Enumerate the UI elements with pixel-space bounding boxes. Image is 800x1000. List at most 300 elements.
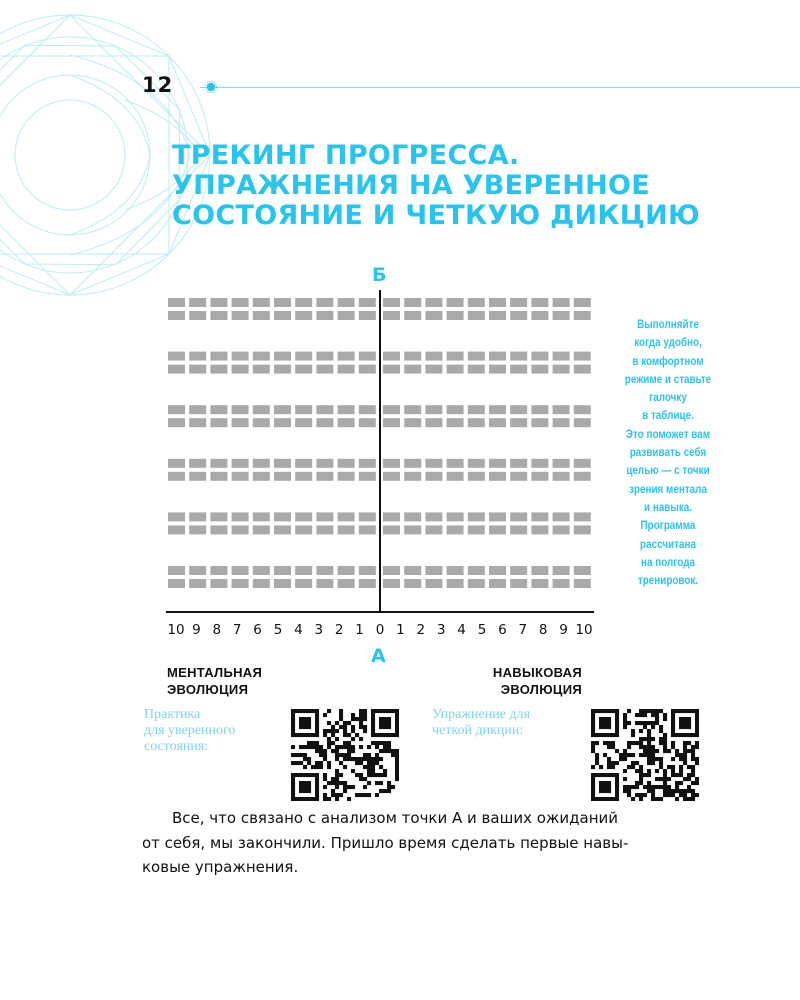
axis-tick-label: 4 — [457, 622, 466, 638]
grid-checkbox-cell[interactable] — [295, 579, 312, 588]
axis-tick-label: 5 — [477, 622, 487, 638]
grid-checkbox-cell[interactable] — [359, 352, 376, 361]
grid-checkbox-cell[interactable] — [338, 512, 355, 521]
grid-checkbox-cell[interactable] — [447, 579, 464, 588]
grid-checkbox-cell[interactable] — [189, 298, 206, 307]
grid-checkbox-cell[interactable] — [468, 298, 485, 307]
grid-checkbox-cell[interactable] — [295, 418, 312, 427]
grid-checkbox-cell[interactable] — [425, 459, 442, 468]
grid-checkbox-cell[interactable] — [531, 512, 548, 521]
grid-checkbox-cell[interactable] — [210, 298, 227, 307]
grid-checkbox-cell[interactable] — [338, 525, 355, 534]
side-note-line: Выполняйте — [637, 319, 699, 331]
header-dot-icon — [205, 81, 217, 93]
grid-checkbox-cell[interactable] — [489, 311, 506, 320]
grid-checkbox-cell[interactable] — [468, 459, 485, 468]
side-note-line: галочку — [649, 392, 687, 405]
grid-checkbox-cell[interactable] — [359, 365, 376, 374]
confidence-note-line-1: Практика — [144, 707, 201, 722]
grid-checkbox-cell[interactable] — [189, 579, 206, 588]
grid-checkbox-cell[interactable] — [531, 298, 548, 307]
grid-checkbox-cell[interactable] — [232, 418, 249, 427]
grid-checkbox-cell[interactable] — [468, 566, 485, 575]
skill-caption-line-1: НАВЫКОВАЯ — [492, 665, 582, 680]
grid-checkbox-cell[interactable] — [253, 525, 270, 534]
grid-checkbox-cell[interactable] — [359, 311, 376, 320]
grid-checkbox-cell[interactable] — [316, 525, 333, 534]
axis-tick-label: 0 — [375, 622, 385, 638]
grid-checkbox-cell[interactable] — [404, 579, 421, 588]
grid-checkbox-cell[interactable] — [489, 525, 506, 534]
axis-tick-label: 6 — [253, 622, 262, 638]
grid-checkbox-cell[interactable] — [359, 512, 376, 521]
title-line-3: СОСТОЯНИЕ И ЧЕТКУЮ ДИКЦИЮ — [172, 200, 700, 231]
grid-checkbox-cell[interactable] — [338, 472, 355, 481]
grid-checkbox-cell[interactable] — [359, 418, 376, 427]
grid-checkbox-cell[interactable] — [274, 566, 291, 575]
grid-checkbox-cell[interactable] — [253, 298, 270, 307]
grid-checkbox-cell[interactable] — [274, 525, 291, 534]
grid-checkbox-cell[interactable] — [447, 365, 464, 374]
axis-tick-label: 10 — [167, 622, 185, 638]
grid-checkbox-cell[interactable] — [295, 525, 312, 534]
grid-checkbox-cell[interactable] — [510, 418, 527, 427]
grid-checkbox-cell[interactable] — [338, 311, 355, 320]
grid-checkbox-cell[interactable] — [404, 311, 421, 320]
grid-checkbox-cell[interactable] — [404, 418, 421, 427]
grid-checkbox-cell[interactable] — [232, 566, 249, 575]
grid-checkbox-cell[interactable] — [253, 365, 270, 374]
grid-checkbox-cell[interactable] — [338, 459, 355, 468]
grid-checkbox-cell[interactable] — [553, 472, 570, 481]
grid-checkbox-cell[interactable] — [210, 525, 227, 534]
grid-checkbox-cell[interactable] — [489, 418, 506, 427]
grid-checkbox-cell[interactable] — [468, 311, 485, 320]
grid-checkbox-cell[interactable] — [574, 525, 591, 534]
grid-checkbox-cell[interactable] — [359, 459, 376, 468]
grid-checkbox-cell[interactable] — [383, 298, 400, 307]
grid-checkbox-cell[interactable] — [404, 298, 421, 307]
grid-checkbox-cell[interactable] — [359, 525, 376, 534]
header-rule — [200, 87, 800, 88]
grid-checkbox-cell[interactable] — [274, 405, 291, 414]
side-note-line: целью — с точки — [626, 465, 710, 478]
grid-checkbox-cell[interactable] — [383, 311, 400, 320]
grid-checkbox-cell[interactable] — [531, 459, 548, 468]
grid-checkbox-cell[interactable] — [531, 405, 548, 414]
grid-checkbox-cell[interactable] — [425, 365, 442, 374]
grid-checkbox-cell[interactable] — [447, 472, 464, 481]
axis-tick-label: 3 — [314, 622, 324, 638]
grid-checkbox-cell[interactable] — [168, 298, 185, 307]
grid-checkbox-cell[interactable] — [253, 472, 270, 481]
grid-checkbox-cell[interactable] — [383, 566, 400, 575]
grid-checkbox-cell[interactable] — [274, 298, 291, 307]
grid-checkbox-cell[interactable] — [574, 566, 591, 575]
grid-checkbox-cell[interactable] — [338, 298, 355, 307]
grid-checkbox-cell[interactable] — [210, 566, 227, 575]
grid-checkbox-cell[interactable] — [489, 405, 506, 414]
grid-checkbox-cell[interactable] — [510, 311, 527, 320]
grid-checkbox-cell[interactable] — [383, 459, 400, 468]
grid-checkbox-cell[interactable] — [510, 405, 527, 414]
axis-tick-label: 8 — [538, 622, 548, 638]
grid-checkbox-cell[interactable] — [168, 579, 185, 588]
grid-checkbox-cell[interactable] — [189, 405, 206, 414]
grid-checkbox-cell[interactable] — [531, 579, 548, 588]
side-note-line: развивать себя — [629, 447, 707, 460]
grid-checkbox-cell[interactable] — [510, 459, 527, 468]
skill-evolution-caption — [442, 664, 582, 698]
grid-checkbox-cell[interactable] — [168, 525, 185, 534]
grid-checkbox-cell[interactable] — [316, 298, 333, 307]
grid-checkbox-cell[interactable] — [316, 311, 333, 320]
side-note-line: на полгода — [641, 556, 695, 569]
grid-checkbox-cell[interactable] — [574, 311, 591, 320]
grid-checkbox-cell[interactable] — [383, 405, 400, 414]
grid-checkbox-cell[interactable] — [295, 512, 312, 521]
grid-checkbox-cell[interactable] — [338, 579, 355, 588]
grid-checkbox-cell[interactable] — [425, 525, 442, 534]
grid-checkbox-cell[interactable] — [232, 525, 249, 534]
grid-checkbox-cell[interactable] — [189, 311, 206, 320]
grid-checkbox-cell[interactable] — [404, 405, 421, 414]
grid-checkbox-cell[interactable] — [510, 365, 527, 374]
grid-checkbox-cell[interactable] — [316, 512, 333, 521]
grid-checkbox-cell[interactable] — [383, 472, 400, 481]
grid-checkbox-cell[interactable] — [383, 579, 400, 588]
grid-checkbox-cell[interactable] — [274, 365, 291, 374]
grid-checkbox-cell[interactable] — [531, 472, 548, 481]
grid-checkbox-cell[interactable] — [510, 352, 527, 361]
grid-checkbox-cell[interactable] — [359, 472, 376, 481]
grid-checkbox-cell[interactable] — [359, 405, 376, 414]
grid-checkbox-cell[interactable] — [383, 418, 400, 427]
grid-checkbox-cell[interactable] — [425, 579, 442, 588]
grid-checkbox-cell[interactable] — [553, 566, 570, 575]
page-number: 12 — [142, 73, 174, 97]
grid-checkbox-cell[interactable] — [531, 566, 548, 575]
grid-checkbox-cell[interactable] — [404, 352, 421, 361]
grid-checkbox-cell[interactable] — [489, 365, 506, 374]
grid-checkbox-cell[interactable] — [189, 566, 206, 575]
grid-checkbox-cell[interactable] — [232, 298, 249, 307]
grid-checkbox-cell[interactable] — [553, 512, 570, 521]
grid-checkbox-cell[interactable] — [553, 365, 570, 374]
grid-checkbox-cell[interactable] — [295, 352, 312, 361]
grid-checkbox-cell[interactable] — [189, 512, 206, 521]
grid-checkbox-cell[interactable] — [168, 459, 185, 468]
grid-checkbox-cell[interactable] — [210, 459, 227, 468]
grid-checkbox-cell[interactable] — [316, 566, 333, 575]
grid-checkbox-cell[interactable] — [574, 472, 591, 481]
grid-checkbox-cell[interactable] — [316, 472, 333, 481]
side-note-line: Программа — [640, 520, 696, 533]
grid-checkbox-cell[interactable] — [574, 405, 591, 414]
body-line-2: от себя, мы закончили. Пришло время сделать первые навы- — [142, 833, 629, 852]
grid-checkbox-cell[interactable] — [210, 579, 227, 588]
grid-checkbox-cell[interactable] — [232, 472, 249, 481]
mental-caption-line-1: МЕНТАЛЬНАЯ — [167, 665, 263, 680]
grid-checkbox-cell[interactable] — [468, 365, 485, 374]
grid-checkbox-cell[interactable] — [383, 525, 400, 534]
side-note-line: зрения ментала — [629, 483, 707, 496]
grid-checkbox-cell[interactable] — [274, 472, 291, 481]
grid-checkbox-cell[interactable] — [489, 298, 506, 307]
grid-checkbox-cell[interactable] — [189, 525, 206, 534]
diction-exercise-note — [432, 707, 530, 739]
grid-checkbox-cell[interactable] — [189, 418, 206, 427]
grid-checkbox-cell[interactable] — [295, 365, 312, 374]
grid-checkbox-cell[interactable] — [489, 579, 506, 588]
grid-checkbox-cell[interactable] — [274, 352, 291, 361]
axis-tick-labels — [160, 622, 600, 640]
grid-checkbox-cell[interactable] — [295, 405, 312, 414]
grid-checkbox-cell[interactable] — [510, 566, 527, 575]
grid-checkbox-cell[interactable] — [425, 566, 442, 575]
grid-checkbox-cell[interactable] — [253, 566, 270, 575]
skill-caption-line-2: ЭВОЛЮЦИЯ — [500, 682, 582, 697]
axis-tick-label: 6 — [498, 622, 507, 638]
grid-checkbox-cell[interactable] — [316, 579, 333, 588]
grid-checkbox-cell[interactable] — [359, 579, 376, 588]
page-title — [172, 141, 772, 231]
grid-checkbox-cell[interactable] — [253, 311, 270, 320]
axis-label-a: А — [371, 645, 386, 667]
grid-checkbox-cell[interactable] — [404, 525, 421, 534]
confidence-note-line-3: состояния: — [144, 739, 209, 754]
grid-checkbox-cell[interactable] — [316, 418, 333, 427]
body-line-3: ковые упражнения. — [142, 858, 299, 877]
grid-checkbox-cell[interactable] — [574, 352, 591, 361]
grid-checkbox-cell[interactable] — [468, 579, 485, 588]
grid-checkbox-cell[interactable] — [359, 566, 376, 575]
grid-checkbox-cell[interactable] — [574, 579, 591, 588]
grid-checkbox-cell[interactable] — [168, 311, 185, 320]
grid-checkbox-cell[interactable] — [168, 512, 185, 521]
grid-checkbox-cell[interactable] — [316, 365, 333, 374]
grid-checkbox-cell[interactable] — [210, 405, 227, 414]
grid-checkbox-cell[interactable] — [574, 298, 591, 307]
grid-checkbox-cell[interactable] — [338, 365, 355, 374]
axis-tick-label: 10 — [575, 622, 593, 638]
grid-checkbox-cell[interactable] — [168, 365, 185, 374]
grid-checkbox-cell[interactable] — [468, 525, 485, 534]
grid-checkbox-cell[interactable] — [383, 365, 400, 374]
grid-checkbox-cell[interactable] — [295, 298, 312, 307]
grid-checkbox-cell[interactable] — [574, 365, 591, 374]
grid-checkbox-cell[interactable] — [468, 418, 485, 427]
grid-checkbox-cell[interactable] — [168, 566, 185, 575]
grid-checkbox-cell[interactable] — [425, 512, 442, 521]
grid-checkbox-cell[interactable] — [404, 365, 421, 374]
grid-checkbox-cell[interactable] — [447, 311, 464, 320]
axis-tick-label: 1 — [355, 622, 364, 638]
side-note-line: Это поможет вам — [625, 428, 711, 441]
grid-checkbox-cell[interactable] — [425, 311, 442, 320]
side-note-line: режиме и ставьте — [624, 373, 712, 386]
axis-tick-label: 2 — [416, 622, 426, 638]
grid-checkbox-cell[interactable] — [510, 525, 527, 534]
grid-checkbox-cell[interactable] — [232, 579, 249, 588]
grid-checkbox-cell[interactable] — [232, 405, 249, 414]
grid-checkbox-cell[interactable] — [232, 459, 249, 468]
grid-checkbox-cell[interactable] — [168, 472, 185, 481]
grid-checkbox-cell[interactable] — [447, 512, 464, 521]
grid-checkbox-cell[interactable] — [295, 459, 312, 468]
grid-checkbox-cell[interactable] — [404, 566, 421, 575]
grid-checkbox-cell[interactable] — [253, 579, 270, 588]
side-note-line: рассчитана — [640, 538, 696, 551]
grid-checkbox-cell[interactable] — [531, 418, 548, 427]
diction-note-line-2: четкой дикции: — [432, 723, 524, 738]
grid-checkbox-cell[interactable] — [425, 418, 442, 427]
title-line-1: ТРЕКИНГ ПРОГРЕССА. — [172, 140, 520, 171]
grid-checkbox-cell[interactable] — [447, 525, 464, 534]
grid-checkbox-cell[interactable] — [189, 459, 206, 468]
grid-checkbox-cell[interactable] — [468, 512, 485, 521]
grid-checkbox-cell[interactable] — [553, 579, 570, 588]
grid-checkbox-cell[interactable] — [189, 365, 206, 374]
grid-checkbox-cell[interactable] — [404, 512, 421, 521]
confidence-practice-note — [144, 707, 235, 755]
grid-checkbox-cell[interactable] — [468, 405, 485, 414]
grid-checkbox-cell[interactable] — [447, 459, 464, 468]
grid-checkbox-cell[interactable] — [553, 418, 570, 427]
grid-checkbox-cell[interactable] — [404, 472, 421, 481]
grid-checkbox-cell[interactable] — [489, 459, 506, 468]
axis-tick-label: 7 — [518, 622, 528, 638]
grid-checkbox-cell[interactable] — [253, 512, 270, 521]
grid-checkbox-cell[interactable] — [489, 352, 506, 361]
axis-tick-label: 2 — [334, 622, 344, 638]
diction-note-line-1: Упражнение для — [432, 707, 531, 722]
grid-checkbox-cell[interactable] — [468, 472, 485, 481]
grid-checkbox-cell[interactable] — [338, 352, 355, 361]
grid-checkbox-cell[interactable] — [489, 512, 506, 521]
grid-checkbox-cell[interactable] — [295, 472, 312, 481]
side-note-line: и навыка. — [643, 501, 693, 514]
grid-checkbox-cell[interactable] — [468, 352, 485, 361]
grid-checkbox-cell[interactable] — [510, 579, 527, 588]
grid-checkbox-cell[interactable] — [253, 459, 270, 468]
grid-checkbox-cell[interactable] — [274, 579, 291, 588]
axis-tick-label: 7 — [232, 622, 242, 638]
grid-checkbox-cell[interactable] — [253, 352, 270, 361]
grid-checkbox-cell[interactable] — [425, 298, 442, 307]
grid-checkbox-cell[interactable] — [274, 311, 291, 320]
grid-checkbox-cell[interactable] — [210, 512, 227, 521]
grid-checkbox-cell[interactable] — [232, 352, 249, 361]
grid-checkbox-cell[interactable] — [232, 311, 249, 320]
grid-checkbox-cell[interactable] — [553, 352, 570, 361]
grid-checkbox-cell[interactable] — [359, 298, 376, 307]
grid-checkbox-cell[interactable] — [447, 566, 464, 575]
grid-checkbox-cell[interactable] — [316, 405, 333, 414]
grid-checkbox-cell[interactable] — [189, 472, 206, 481]
axis-tick-label: 8 — [212, 622, 222, 638]
grid-checkbox-cell[interactable] — [531, 352, 548, 361]
grid-checkbox-cell[interactable] — [553, 311, 570, 320]
side-note-line: в комфортном — [632, 355, 704, 368]
grid-checkbox-cell[interactable] — [274, 459, 291, 468]
qr-code-confidence[interactable] — [291, 709, 399, 801]
body-paragraph — [142, 806, 702, 880]
grid-checkbox-cell[interactable] — [338, 566, 355, 575]
side-note — [606, 316, 730, 590]
grid-checkbox-cell[interactable] — [510, 472, 527, 481]
grid-checkbox-cell[interactable] — [531, 525, 548, 534]
grid-checkbox-cell[interactable] — [338, 405, 355, 414]
grid-checkbox-cell[interactable] — [553, 525, 570, 534]
grid-checkbox-cell[interactable] — [510, 512, 527, 521]
grid-checkbox-cell[interactable] — [553, 459, 570, 468]
grid-checkbox-cell[interactable] — [383, 352, 400, 361]
grid-checkbox-cell[interactable] — [489, 566, 506, 575]
grid-checkbox-cell[interactable] — [447, 298, 464, 307]
axis-tick-label: 1 — [396, 622, 405, 638]
grid-checkbox-cell[interactable] — [574, 418, 591, 427]
grid-checkbox-cell[interactable] — [553, 298, 570, 307]
grid-checkbox-cell[interactable] — [295, 566, 312, 575]
axis-tick-label: 4 — [294, 622, 303, 638]
grid-checkbox-cell[interactable] — [253, 405, 270, 414]
grid-checkbox-cell[interactable] — [553, 405, 570, 414]
grid-checkbox-cell[interactable] — [210, 311, 227, 320]
side-note-line: тренировок. — [637, 575, 699, 588]
grid-checkbox-cell[interactable] — [510, 298, 527, 307]
side-note-line: в таблице. — [642, 410, 694, 423]
grid-checkbox-cell[interactable] — [531, 311, 548, 320]
axis-tick-label: 9 — [192, 622, 201, 638]
grid-checkbox-cell[interactable] — [447, 352, 464, 361]
grid-checkbox-cell[interactable] — [425, 472, 442, 481]
grid-checkbox-cell[interactable] — [316, 459, 333, 468]
grid-checkbox-cell[interactable] — [447, 405, 464, 414]
grid-checkbox-cell[interactable] — [210, 352, 227, 361]
grid-checkbox-cell[interactable] — [274, 512, 291, 521]
grid-checkbox-cell[interactable] — [489, 472, 506, 481]
grid-checkbox-cell[interactable] — [425, 352, 442, 361]
grid-checkbox-cell[interactable] — [189, 352, 206, 361]
grid-checkbox-cell[interactable] — [574, 512, 591, 521]
progress-grid — [160, 290, 600, 620]
grid-checkbox-cell[interactable] — [232, 365, 249, 374]
side-note-line: когда удобно, — [634, 337, 702, 350]
body-line-1: Все, что связано с анализом точки А и ваших ожиданий — [172, 809, 619, 827]
grid-checkbox-cell[interactable] — [574, 459, 591, 468]
grid-checkbox-cell[interactable] — [168, 405, 185, 414]
grid-checkbox-cell[interactable] — [316, 352, 333, 361]
grid-checkbox-cell[interactable] — [210, 365, 227, 374]
grid-checkbox-cell[interactable] — [253, 418, 270, 427]
grid-checkbox-cell[interactable] — [447, 418, 464, 427]
grid-checkbox-cell[interactable] — [168, 352, 185, 361]
grid-checkbox-cell[interactable] — [210, 418, 227, 427]
grid-checkbox-cell[interactable] — [338, 418, 355, 427]
grid-checkbox-cell[interactable] — [425, 405, 442, 414]
grid-checkbox-cell[interactable] — [274, 418, 291, 427]
grid-checkbox-cell[interactable] — [404, 459, 421, 468]
grid-checkbox-cell[interactable] — [295, 311, 312, 320]
grid-checkbox-cell[interactable] — [210, 472, 227, 481]
grid-checkbox-cell[interactable] — [383, 512, 400, 521]
grid-checkbox-cell[interactable] — [531, 365, 548, 374]
qr-code-diction[interactable] — [591, 709, 699, 801]
grid-checkbox-cell[interactable] — [168, 418, 185, 427]
mental-evolution-caption — [167, 664, 262, 698]
grid-checkbox-cell[interactable] — [232, 512, 249, 521]
